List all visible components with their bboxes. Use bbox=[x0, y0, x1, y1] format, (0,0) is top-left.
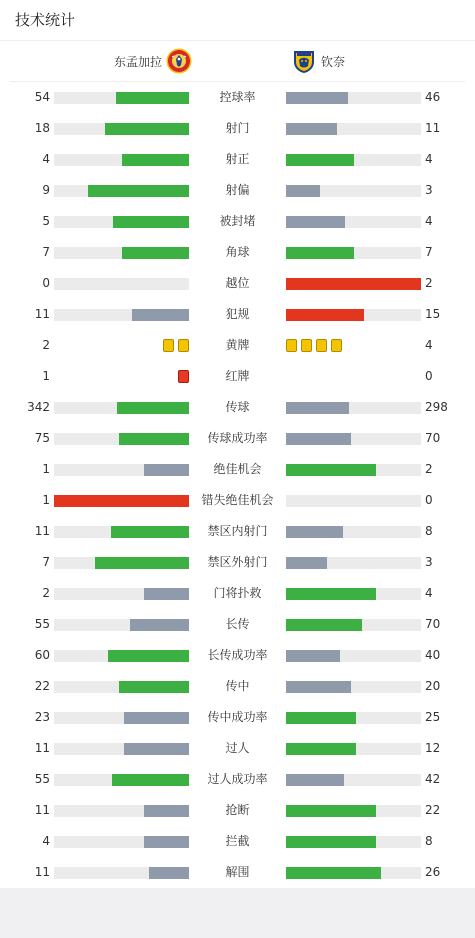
away-value: 8 bbox=[425, 834, 433, 848]
away-bar-fill bbox=[286, 650, 340, 662]
yellow-card-icon bbox=[331, 339, 342, 352]
home-bar-fill bbox=[111, 526, 189, 538]
away-bar bbox=[286, 867, 421, 879]
stat-row bbox=[0, 423, 475, 454]
home-bar bbox=[54, 588, 189, 600]
away-bar-fill bbox=[286, 743, 356, 755]
away-value: 22 bbox=[425, 803, 441, 817]
away-cards bbox=[286, 339, 342, 352]
away-bar bbox=[286, 309, 421, 321]
home-bar bbox=[54, 650, 189, 662]
home-bar bbox=[54, 185, 189, 197]
chennaiyin-crest-icon bbox=[291, 48, 317, 74]
away-bar bbox=[286, 216, 421, 228]
home-bar-fill bbox=[95, 557, 190, 569]
home-bar-fill bbox=[54, 495, 189, 507]
stat-row bbox=[0, 485, 475, 516]
stat-label: 长传 bbox=[225, 617, 250, 631]
home-bar bbox=[54, 278, 189, 290]
away-value: 0 bbox=[425, 369, 433, 383]
stat-label: 解围 bbox=[225, 865, 250, 879]
away-bar-fill bbox=[286, 402, 349, 414]
home-cards bbox=[178, 370, 189, 383]
away-bar-fill bbox=[286, 154, 354, 166]
home-value: 11 bbox=[34, 803, 50, 817]
home-bar-fill bbox=[144, 836, 189, 848]
home-bar bbox=[54, 495, 189, 507]
away-bar-fill bbox=[286, 278, 421, 290]
stat-label: 拦截 bbox=[225, 834, 250, 848]
stat-row bbox=[0, 392, 475, 423]
away-value: 42 bbox=[425, 772, 441, 786]
yellow-card-icon bbox=[178, 339, 189, 352]
away-bar bbox=[286, 712, 421, 724]
away-value: 7 bbox=[425, 245, 433, 259]
yellow-card-icon bbox=[301, 339, 312, 352]
home-value: 55 bbox=[34, 617, 50, 631]
stat-row bbox=[0, 237, 475, 268]
away-team[interactable] bbox=[291, 48, 345, 74]
home-bar bbox=[54, 154, 189, 166]
home-value: 5 bbox=[42, 214, 50, 228]
stat-row bbox=[0, 144, 475, 175]
stat-row bbox=[0, 206, 475, 237]
home-value: 54 bbox=[34, 90, 50, 104]
home-value: 55 bbox=[34, 772, 50, 786]
stat-label: 射正 bbox=[225, 152, 250, 166]
away-value: 20 bbox=[425, 679, 441, 693]
home-bar-fill bbox=[119, 681, 189, 693]
home-bar bbox=[54, 774, 189, 786]
home-value: 1 bbox=[42, 493, 50, 507]
stat-row bbox=[0, 671, 475, 702]
away-value: 46 bbox=[425, 90, 441, 104]
away-value: 12 bbox=[425, 741, 441, 755]
home-cards bbox=[163, 339, 189, 352]
stat-row bbox=[0, 268, 475, 299]
away-bar-fill bbox=[286, 247, 354, 259]
away-bar-fill bbox=[286, 92, 348, 104]
home-bar-fill bbox=[149, 867, 190, 879]
stat-label: 传球成功率 bbox=[207, 431, 268, 445]
stat-row bbox=[0, 733, 475, 764]
away-value: 70 bbox=[425, 431, 441, 445]
away-bar bbox=[286, 123, 421, 135]
away-value: 8 bbox=[425, 524, 433, 538]
away-bar-fill bbox=[286, 464, 376, 476]
home-bar-fill bbox=[119, 433, 189, 445]
stat-label: 传球 bbox=[225, 400, 250, 414]
home-bar bbox=[54, 247, 189, 259]
away-bar bbox=[286, 836, 421, 848]
away-bar-fill bbox=[286, 867, 381, 879]
stat-label: 犯规 bbox=[225, 307, 250, 321]
home-bar-fill bbox=[105, 123, 189, 135]
away-bar-fill bbox=[286, 309, 364, 321]
stats-list bbox=[0, 82, 475, 888]
away-value: 70 bbox=[425, 617, 441, 631]
stat-row bbox=[0, 795, 475, 826]
home-value: 7 bbox=[42, 245, 50, 259]
home-value: 18 bbox=[34, 121, 50, 135]
yellow-card-icon bbox=[163, 339, 174, 352]
east-bengal-crest-icon bbox=[166, 48, 192, 74]
home-bar bbox=[54, 743, 189, 755]
stat-label: 黄牌 bbox=[225, 338, 250, 352]
home-value: 22 bbox=[34, 679, 50, 693]
home-bar-fill bbox=[144, 805, 189, 817]
stat-row bbox=[0, 299, 475, 330]
home-bar-fill bbox=[122, 247, 190, 259]
away-value: 15 bbox=[425, 307, 441, 321]
home-bar bbox=[54, 681, 189, 693]
home-value: 60 bbox=[34, 648, 50, 662]
away-value: 4 bbox=[425, 338, 433, 352]
stat-row bbox=[0, 857, 475, 888]
home-bar-fill bbox=[144, 464, 189, 476]
home-value: 11 bbox=[34, 741, 50, 755]
home-bar-fill bbox=[124, 743, 189, 755]
stat-row bbox=[0, 609, 475, 640]
home-bar bbox=[54, 433, 189, 445]
away-value: 2 bbox=[425, 276, 433, 290]
yellow-card-icon bbox=[286, 339, 297, 352]
stat-label: 门将扑救 bbox=[213, 586, 262, 600]
stat-row bbox=[0, 516, 475, 547]
away-value: 25 bbox=[425, 710, 441, 724]
away-bar bbox=[286, 805, 421, 817]
away-value: 3 bbox=[425, 183, 433, 197]
stat-row bbox=[0, 330, 475, 361]
stat-label: 禁区内射门 bbox=[207, 524, 268, 538]
home-bar-fill bbox=[130, 619, 189, 631]
home-value: 75 bbox=[34, 431, 50, 445]
away-value: 4 bbox=[425, 586, 433, 600]
stat-label: 红牌 bbox=[225, 369, 250, 383]
stat-label: 长传成功率 bbox=[207, 648, 268, 662]
away-bar bbox=[286, 247, 421, 259]
home-value: 342 bbox=[27, 400, 50, 414]
away-value: 298 bbox=[425, 400, 448, 414]
home-bar bbox=[54, 526, 189, 538]
stat-label: 控球率 bbox=[219, 90, 256, 104]
away-bar bbox=[286, 526, 421, 538]
stat-label: 角球 bbox=[225, 245, 250, 259]
away-bar bbox=[286, 433, 421, 445]
home-bar-fill bbox=[116, 92, 189, 104]
home-value: 11 bbox=[34, 865, 50, 879]
home-bar-fill bbox=[88, 185, 189, 197]
away-team-name: 钦奈 bbox=[321, 54, 346, 69]
stat-label: 过人成功率 bbox=[207, 772, 268, 786]
stat-label: 射门 bbox=[225, 121, 250, 135]
home-bar-fill bbox=[117, 402, 189, 414]
away-bar-fill bbox=[286, 619, 362, 631]
stat-label: 绝佳机会 bbox=[213, 462, 262, 476]
stat-label: 射偏 bbox=[225, 183, 250, 197]
away-bar bbox=[286, 681, 421, 693]
away-bar bbox=[286, 464, 421, 476]
home-bar bbox=[54, 867, 189, 879]
home-value: 4 bbox=[42, 152, 50, 166]
home-bar-fill bbox=[132, 309, 189, 321]
home-value: 23 bbox=[34, 710, 50, 724]
away-bar-fill bbox=[286, 774, 344, 786]
home-bar bbox=[54, 92, 189, 104]
away-bar bbox=[286, 278, 421, 290]
away-bar bbox=[286, 557, 421, 569]
stat-row bbox=[0, 547, 475, 578]
away-bar-fill bbox=[286, 216, 345, 228]
away-bar bbox=[286, 185, 421, 197]
home-bar bbox=[54, 216, 189, 228]
home-team[interactable] bbox=[114, 48, 192, 74]
away-value: 40 bbox=[425, 648, 441, 662]
stat-row bbox=[0, 175, 475, 206]
away-bar-fill bbox=[286, 681, 351, 693]
away-bar-fill bbox=[286, 526, 343, 538]
teams-header bbox=[10, 41, 465, 82]
home-bar bbox=[54, 464, 189, 476]
home-team-name: 东孟加拉 bbox=[113, 54, 162, 69]
away-value: 3 bbox=[425, 555, 433, 569]
away-bar-fill bbox=[286, 123, 337, 135]
home-bar bbox=[54, 123, 189, 135]
home-bar-fill bbox=[112, 774, 189, 786]
red-card-icon bbox=[178, 370, 189, 383]
away-bar bbox=[286, 588, 421, 600]
away-bar bbox=[286, 154, 421, 166]
away-bar-fill bbox=[286, 588, 376, 600]
stat-row bbox=[0, 82, 475, 113]
stat-row bbox=[0, 826, 475, 857]
home-bar bbox=[54, 309, 189, 321]
away-bar bbox=[286, 619, 421, 631]
away-value: 4 bbox=[425, 152, 433, 166]
home-bar-fill bbox=[113, 216, 189, 228]
home-bar-fill bbox=[108, 650, 189, 662]
home-bar bbox=[54, 557, 189, 569]
stat-row bbox=[0, 454, 475, 485]
away-value: 2 bbox=[425, 462, 433, 476]
home-bar bbox=[54, 619, 189, 631]
home-bar bbox=[54, 402, 189, 414]
yellow-card-icon bbox=[316, 339, 327, 352]
away-bar bbox=[286, 92, 421, 104]
stat-row bbox=[0, 702, 475, 733]
home-value: 2 bbox=[42, 338, 50, 352]
home-bar bbox=[54, 836, 189, 848]
home-value: 7 bbox=[42, 555, 50, 569]
stat-row bbox=[0, 361, 475, 392]
stat-label: 传中成功率 bbox=[207, 710, 268, 724]
home-bar-fill bbox=[124, 712, 189, 724]
away-bar bbox=[286, 495, 421, 507]
stat-label: 错失绝佳机会 bbox=[201, 493, 274, 507]
home-bar-fill bbox=[144, 588, 189, 600]
stat-label: 禁区外射门 bbox=[207, 555, 268, 569]
home-value: 0 bbox=[42, 276, 50, 290]
away-bar bbox=[286, 650, 421, 662]
away-bar-fill bbox=[286, 712, 356, 724]
home-value: 2 bbox=[42, 586, 50, 600]
page-title: 技术统计 bbox=[0, 0, 475, 41]
stat-label: 过人 bbox=[225, 741, 250, 755]
stat-row bbox=[0, 113, 475, 144]
away-bar-fill bbox=[286, 805, 376, 817]
away-value: 11 bbox=[425, 121, 441, 135]
home-value: 1 bbox=[42, 462, 50, 476]
home-value: 11 bbox=[34, 307, 50, 321]
home-value: 11 bbox=[34, 524, 50, 538]
away-bar-fill bbox=[286, 433, 351, 445]
stat-label: 被封堵 bbox=[219, 214, 256, 228]
away-bar bbox=[286, 402, 421, 414]
home-value: 4 bbox=[42, 834, 50, 848]
away-bar-fill bbox=[286, 836, 376, 848]
stat-label: 越位 bbox=[225, 276, 250, 290]
home-value: 1 bbox=[42, 369, 50, 383]
stat-row bbox=[0, 578, 475, 609]
stat-row bbox=[0, 764, 475, 795]
away-bar bbox=[286, 774, 421, 786]
away-bar-fill bbox=[286, 185, 320, 197]
away-bar-fill bbox=[286, 557, 327, 569]
home-bar bbox=[54, 805, 189, 817]
away-value: 26 bbox=[425, 865, 441, 879]
home-value: 9 bbox=[42, 183, 50, 197]
home-bar bbox=[54, 712, 189, 724]
stat-row bbox=[0, 640, 475, 671]
away-value: 0 bbox=[425, 493, 433, 507]
stat-label: 传中 bbox=[225, 679, 250, 693]
home-bar-fill bbox=[122, 154, 190, 166]
away-value: 4 bbox=[425, 214, 433, 228]
away-bar bbox=[286, 743, 421, 755]
stat-label: 抢断 bbox=[225, 803, 250, 817]
